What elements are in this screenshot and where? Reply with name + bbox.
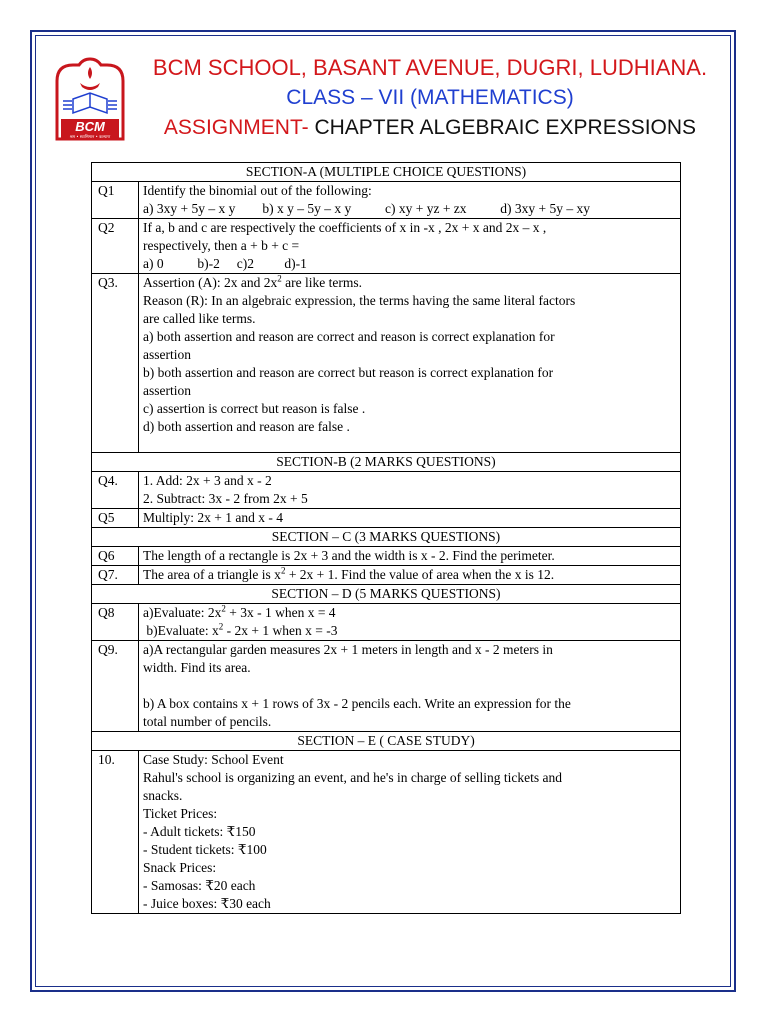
question-row-q1 [92, 182, 681, 219]
option-d: d) both assertion and reason are false . [143, 419, 350, 434]
section-b-header-row [92, 453, 681, 472]
question-number: 10. [92, 751, 139, 914]
question-body [139, 472, 681, 509]
logo-motto: श्रम • स्वाभिमान • कल्याण [69, 134, 111, 139]
option-c: c) assertion is correct but reason is false . [143, 401, 366, 416]
question-row-q9 [92, 641, 681, 732]
question-number: Q8 [92, 604, 139, 641]
question-row-q8 [92, 604, 681, 641]
question-text: Multiply: 2x + 1 and x - 4 [139, 509, 681, 528]
section-b-title: SECTION-B (2 MARKS QUESTIONS) [92, 453, 681, 472]
school-name: BCM SCHOOL, BASANT AVENUE, DUGRI, LUDHIANA. [152, 55, 708, 80]
option-a: assertion [143, 347, 191, 362]
case-study-line: Ticket Prices: [143, 806, 218, 821]
assignment-label: ASSIGNMENT- [163, 116, 309, 139]
question-body [139, 182, 681, 219]
question-body [139, 641, 681, 732]
section-c-header-row [92, 528, 681, 547]
question-part-b: b) A box contains x + 1 rows of 3x - 2 pencils each. Write an expression for the [143, 696, 571, 711]
section-c-title: SECTION – C (3 MARKS QUESTIONS) [92, 528, 681, 547]
section-a-header-row [92, 163, 681, 182]
question-number: Q2 [92, 219, 139, 274]
assignment-title [150, 115, 710, 141]
case-study-line: Snack Prices: [143, 860, 217, 875]
question-number: Q4. [92, 472, 139, 509]
case-study-line: - Juice boxes: ₹30 each [143, 896, 271, 911]
question-text: 2. Subtract: 3x - 2 from 2x + 5 [143, 491, 308, 506]
question-number: Q6 [92, 547, 139, 566]
question-number: Q7. [92, 566, 139, 585]
question-text: The area of a triangle is $x^2 + 2x + 1$. Find the value of area when the x is 12. [139, 566, 681, 585]
question-row-q5 [92, 509, 681, 528]
question-number: Q5 [92, 509, 139, 528]
question-number: Q9. [92, 641, 139, 732]
question-number: Q3. [92, 274, 139, 453]
case-study-line: Case Study: School Event [143, 752, 284, 767]
question-text: Identify the binomial out of the following: [143, 183, 372, 198]
case-study-line: - Adult tickets: ₹150 [143, 824, 256, 839]
question-part-b: b)Evaluate: $x^2 - 2x + 1$ when x = -3 [143, 621, 338, 638]
option-a: a) both assertion and reason are correct and reason is correct explanation for [143, 329, 555, 344]
question-part-a: a)Evaluate: $2x^2 + 3x - 1$ when x = 4 [143, 603, 336, 620]
question-part-a: a)A rectangular garden measures 2x + 1 meters in length and x - 2 meters in [143, 642, 553, 657]
question-number: Q1 [92, 182, 139, 219]
question-text: The length of a rectangle is 2x + 3 and the width is x - 2. Find the perimeter. [139, 547, 681, 566]
question-part-a: width. Find its area. [143, 660, 251, 675]
reason-text: are called like terms. [143, 311, 256, 326]
question-body [139, 219, 681, 274]
question-options: a) 0 b)-2 c)2 d)-1 [143, 256, 307, 271]
question-row-q4 [92, 472, 681, 509]
case-study-line: - Samosas: ₹20 each [143, 878, 256, 893]
questions-table [91, 162, 681, 914]
case-study-line: snacks. [143, 788, 183, 803]
section-e-title: SECTION – E ( CASE STUDY) [92, 732, 681, 751]
question-row-q2 [92, 219, 681, 274]
logo-text: BCM [75, 119, 105, 134]
section-d-title: SECTION – D (5 MARKS QUESTIONS) [92, 585, 681, 604]
question-part-b: total number of pencils. [143, 714, 272, 729]
assertion-text: Assertion (A): 2x and $2x^2$ are like terms. [143, 273, 362, 290]
option-b: b) both assertion and reason are correct but reason is correct explanation for [143, 365, 554, 380]
reason-text: Reason (R): In an algebraic expression, the terms having the same literal factors [143, 293, 576, 308]
case-study-line: Rahul's school is organizing an event, and he's in charge of selling tickets and [143, 770, 563, 785]
case-study-line: - Student tickets: ₹100 [143, 842, 267, 857]
question-text: 1. Add: 2x + 3 and x - 2 [143, 473, 272, 488]
question-body [139, 604, 681, 641]
assignment-chapter: CHAPTER ALGEBRAIC EXPRESSIONS [308, 116, 697, 139]
section-d-header-row [92, 585, 681, 604]
question-text: If a, b and c are respectively the coefficients of x in -x , 2x + x and 2x – x , [143, 220, 547, 235]
question-row-q3 [92, 274, 681, 453]
class-line: CLASS – VII (MATHEMATICS) [286, 86, 574, 109]
section-e-header-row [92, 732, 681, 751]
question-row-q6 [92, 547, 681, 566]
question-body [139, 274, 681, 453]
option-b: assertion [143, 383, 191, 398]
question-row-q7 [92, 566, 681, 585]
question-text: respectively, then a + b + c = [143, 238, 300, 253]
question-options: a) 3xy + 5y – x y b) x y – 5y – x y c) xy + yz + zx d) 3xy + 5y – xy [143, 201, 591, 216]
question-body [139, 751, 681, 914]
question-row-q10 [92, 751, 681, 914]
document-header [150, 55, 710, 141]
school-logo [53, 57, 127, 141]
section-a-title: SECTION-A (MULTIPLE CHOICE QUESTIONS) [92, 163, 681, 182]
